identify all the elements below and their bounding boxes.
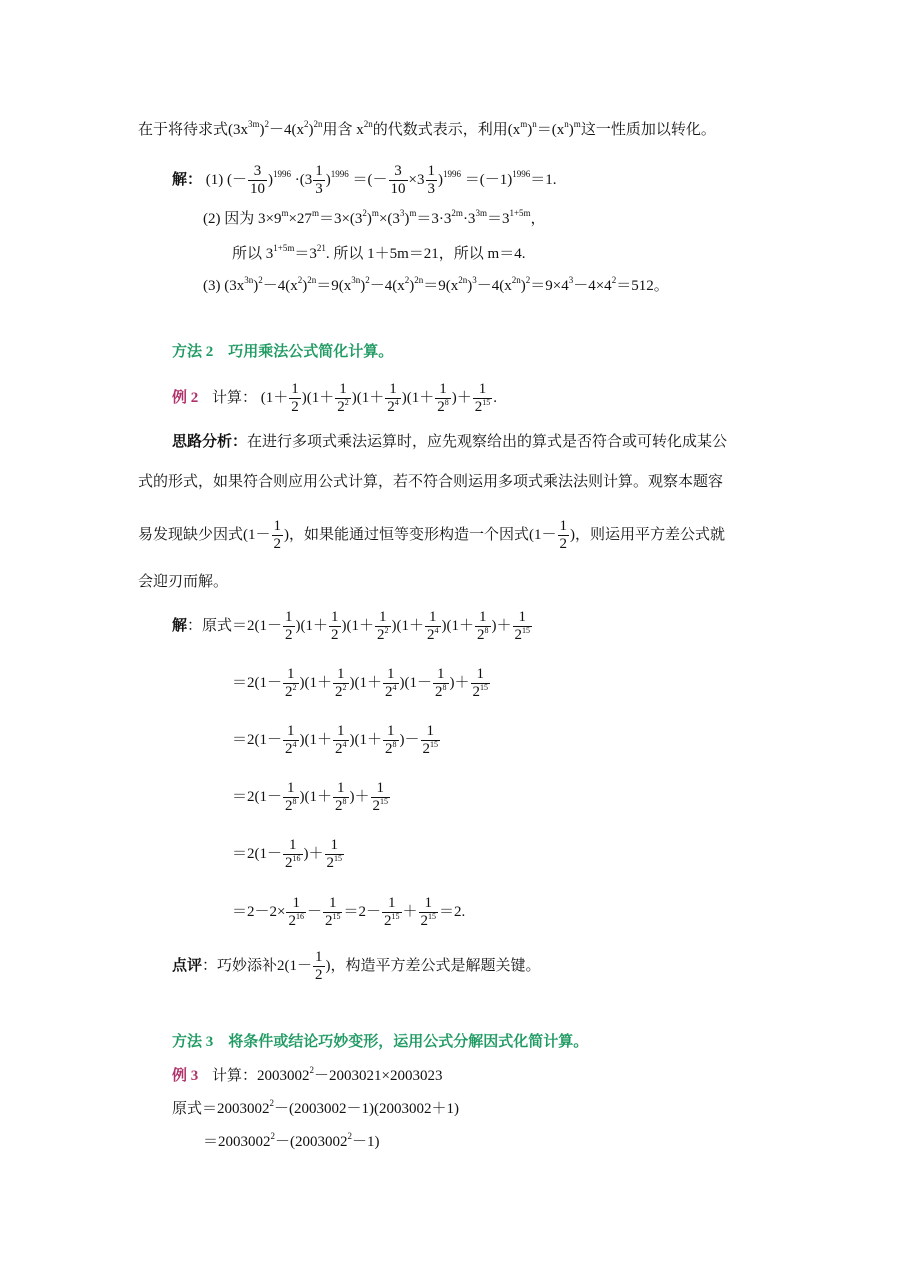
fraction: $\frac{1}{2}$: [285, 609, 293, 644]
fraction: $\frac{1}{2}$: [291, 381, 299, 416]
result: ＝1: [530, 172, 553, 188]
fraction: $\frac{1}{2}$: [559, 518, 568, 553]
fraction: $\frac{1}{2^4}$: [387, 381, 399, 416]
exponent: 1996: [443, 169, 461, 179]
example-3-step-2: $=2003002^2-(2003002^2-1)$: [203, 1131, 380, 1150]
intro-text: ): [308, 122, 314, 138]
fraction: $\frac{1}{2^4}$: [335, 723, 347, 758]
sup: n: [532, 119, 537, 129]
analysis-text: 在进行多项式乘法运算时，应先观察给出的算式是否符合或可转化成某公: [247, 434, 728, 450]
fraction: $\frac{1}{2^4}$: [285, 723, 297, 758]
intro-text: －4(x: [269, 122, 305, 138]
solution-3-line: (3) $(3x^{3n})^2-4(x^2)^{2n}=9(x^{3n})^2-4(x^2)^{2n}=9(x^{2n})^3-4(x^{2n})^2=9\times 4^3-4\times 4^2=512$。: [203, 275, 669, 294]
fraction: $\frac{1}{2^2}$: [335, 666, 347, 701]
sup: 2: [304, 119, 309, 129]
example-3-step-1: 原式$=2003002^2-(2003002-1)(2003002+1)$: [172, 1098, 459, 1117]
fraction: $\frac{1}{2^8}$: [437, 381, 449, 416]
analysis-label: 思路分析：: [172, 434, 248, 450]
fraction: $\frac{1}{2^{15}}$: [474, 381, 491, 416]
intro-text: ＝(x: [536, 122, 565, 138]
solution-label: 解: [172, 618, 188, 634]
fraction: $\frac{1}{2^{16}}$: [285, 837, 301, 872]
operator: ×3: [408, 172, 425, 188]
example-3-line: 例 3 计算：$2003002^2-2003021\times 2003023$: [172, 1065, 443, 1084]
solution-label: 解: [172, 172, 188, 188]
solution-1-line: [172, 158, 557, 202]
fraction: $\frac{1}{2^{15}}$: [326, 837, 343, 872]
solution-2-line: (2) 因为 $3\times 9^m\times 27^m=3\times(3^2)^m\times(3^3)^m=3\cdot 3^{2m}\cdot 3^{3m}=3^{1+5m}$，: [203, 208, 546, 227]
sup: 2n: [363, 119, 373, 129]
exponent: 1996: [273, 169, 292, 179]
sup: m: [573, 119, 581, 129]
fraction: $\frac{1}{2^{15}}$: [514, 609, 531, 644]
part-number: (1): [205, 172, 224, 188]
method-2-title: 方法 2 巧用乘法公式简化计算。: [172, 344, 394, 360]
fraction: $\frac{1}{3}$: [427, 163, 435, 198]
intro-text: 在于将待求式(3x: [138, 122, 248, 138]
sup: 2: [264, 119, 270, 129]
intro-line: [138, 120, 716, 140]
intro-text: 的代数式表示，利用(x: [372, 122, 521, 138]
fraction: $\frac{1}{2^{15}}$: [420, 895, 437, 930]
sup: 3m: [248, 119, 260, 129]
method-3-title: 方法 3 将条件或结论巧妙变形，运用公式分解因式化简计算。: [172, 1034, 589, 1050]
fraction: $\frac{1}{2^8}$: [285, 780, 297, 815]
intro-text: 这一性质加以转化。: [580, 122, 716, 138]
fraction: $\frac{1}{2^{16}}$: [288, 895, 304, 930]
exponent: 1996: [330, 169, 349, 179]
exponent: 1996: [512, 169, 531, 179]
solution-step: 解：原式＝2(1－ $\frac{1}{2}$ )(1＋ $\frac{1}{2}$ )(1＋ $\frac{1}{2^2}$ )(1＋ $\frac{1}{2^4}$ )(1＋ $\frac{1}{2^8}$ )＋ $\frac{1}{2^{15}}$: [172, 609, 531, 644]
fraction: $\frac{1}{2^{15}}$: [324, 895, 341, 930]
intro-text: ): [527, 122, 533, 138]
fraction: $\frac{1}{2}$: [331, 609, 339, 644]
example-2-line: 例 2 计算： (1＋ $\frac{1}{2}$ )(1＋ $\frac{1}{2^2}$ )(1＋ $\frac{1}{2^4}$ )(1＋ $\frac{1}{2^8}$ )＋ $\frac{1}{2^{15}}$ .: [172, 381, 498, 416]
solution-step: ＝2(1－ $\frac{1}{2^4}$ )(1＋ $\frac{1}{2^4}$ )(1＋ $\frac{1}{2^8}$ )－ $\frac{1}{2^{15}}$: [232, 723, 439, 758]
example-label: 例 2: [172, 390, 199, 406]
fraction: $\frac{1}{2^{15}}$: [472, 666, 489, 701]
intro-text: ): [259, 122, 265, 138]
fraction: $\frac{1}{2^8}$: [385, 723, 397, 758]
fraction: $\frac{1}{2}$: [315, 949, 323, 984]
comment-line: 点评：巧妙添补2(1－ $\frac{1}{2}$ )，构造平方差公式是解题关键。: [172, 949, 541, 984]
fraction: $\frac{3}{10}$: [250, 163, 266, 198]
sup: n: [564, 119, 569, 129]
fraction: $\frac{1}{2^4}$: [427, 609, 439, 644]
fraction: $\frac{1}{2^8}$: [335, 780, 347, 815]
fraction: $\frac{1}{2^4}$: [385, 666, 397, 701]
paren: ): [325, 172, 331, 188]
fraction: $\frac{1}{2^{15}}$: [422, 723, 439, 758]
analysis-line-4: 会迎刃而解。: [138, 574, 229, 590]
operator: ·(3: [294, 172, 313, 188]
fraction: $\frac{1}{2^{15}}$: [372, 780, 389, 815]
fraction: $\frac{1}{2^2}$: [285, 666, 297, 701]
fraction: $\frac{1}{2^8}$: [435, 666, 447, 701]
comment-label: 点评: [172, 958, 203, 974]
intro-text: ): [568, 122, 574, 138]
fraction: $\frac{1}{3}$: [315, 163, 323, 198]
paren: ): [268, 172, 274, 188]
intro-text: 用含 x: [322, 122, 364, 138]
analysis-line-1: [172, 432, 727, 452]
solution-final-step: ＝2－2× $\frac{1}{2^{16}}$ － $\frac{1}{2^{15}}$ ＝2－ $\frac{1}{2^{15}}$ ＋ $\frac{1}{2^{15}}$ ＝2.: [232, 895, 466, 930]
solution-step: ＝2(1－ $\frac{1}{2^{16}}$ )＋ $\frac{1}{2^{15}}$: [232, 837, 343, 872]
period: .: [552, 172, 557, 188]
sup: 2n: [313, 119, 323, 129]
example-text: 计算：: [212, 390, 258, 406]
fraction: $\frac{1}{2^2}$: [337, 381, 349, 416]
example-label: 例 3: [172, 1068, 199, 1084]
paren: (－: [227, 172, 248, 188]
solution-step: ＝2(1－ $\frac{1}{2^2}$ )(1＋ $\frac{1}{2^2}$ )(1＋ $\frac{1}{2^4}$ )(1－ $\frac{1}{2^8}$ )＋ $\frac{1}{2^{15}}$: [232, 666, 489, 701]
fraction: $\frac{1}{2^2}$: [377, 609, 389, 644]
fraction: $\frac{1}{2^8}$: [477, 609, 489, 644]
analysis-line-3: 易发现缺少因式(1－ $\frac{1}{2}$ )，如果能通过恒等变形构造一个因式(1－ $\frac{1}{2}$ )，则运用平方差公式就: [138, 518, 726, 553]
fraction: $\frac{3}{10}$: [390, 163, 406, 198]
solution-2b-line: 所以 $3^{1+5m}=3^{21}$. 所以 1＋5m＝21，所以 m＝4.: [232, 243, 526, 262]
paren: ): [438, 172, 443, 188]
fraction: $\frac{1}{2}$: [273, 518, 282, 553]
sup: m: [520, 119, 528, 129]
operator: ＝(－1): [464, 172, 513, 188]
analysis-line-2: 式的形式，如果符合则应用公式计算，若不符合则运用多项式乘法法则计算。观察本题容: [138, 474, 724, 490]
colon: ：: [187, 172, 203, 188]
solution-step: ＝2(1－ $\frac{1}{2^8}$ )(1＋ $\frac{1}{2^8}$ )＋ $\frac{1}{2^{15}}$: [232, 780, 389, 815]
operator: ＝(－: [352, 172, 388, 188]
fraction: $\frac{1}{2^{15}}$: [384, 895, 400, 930]
